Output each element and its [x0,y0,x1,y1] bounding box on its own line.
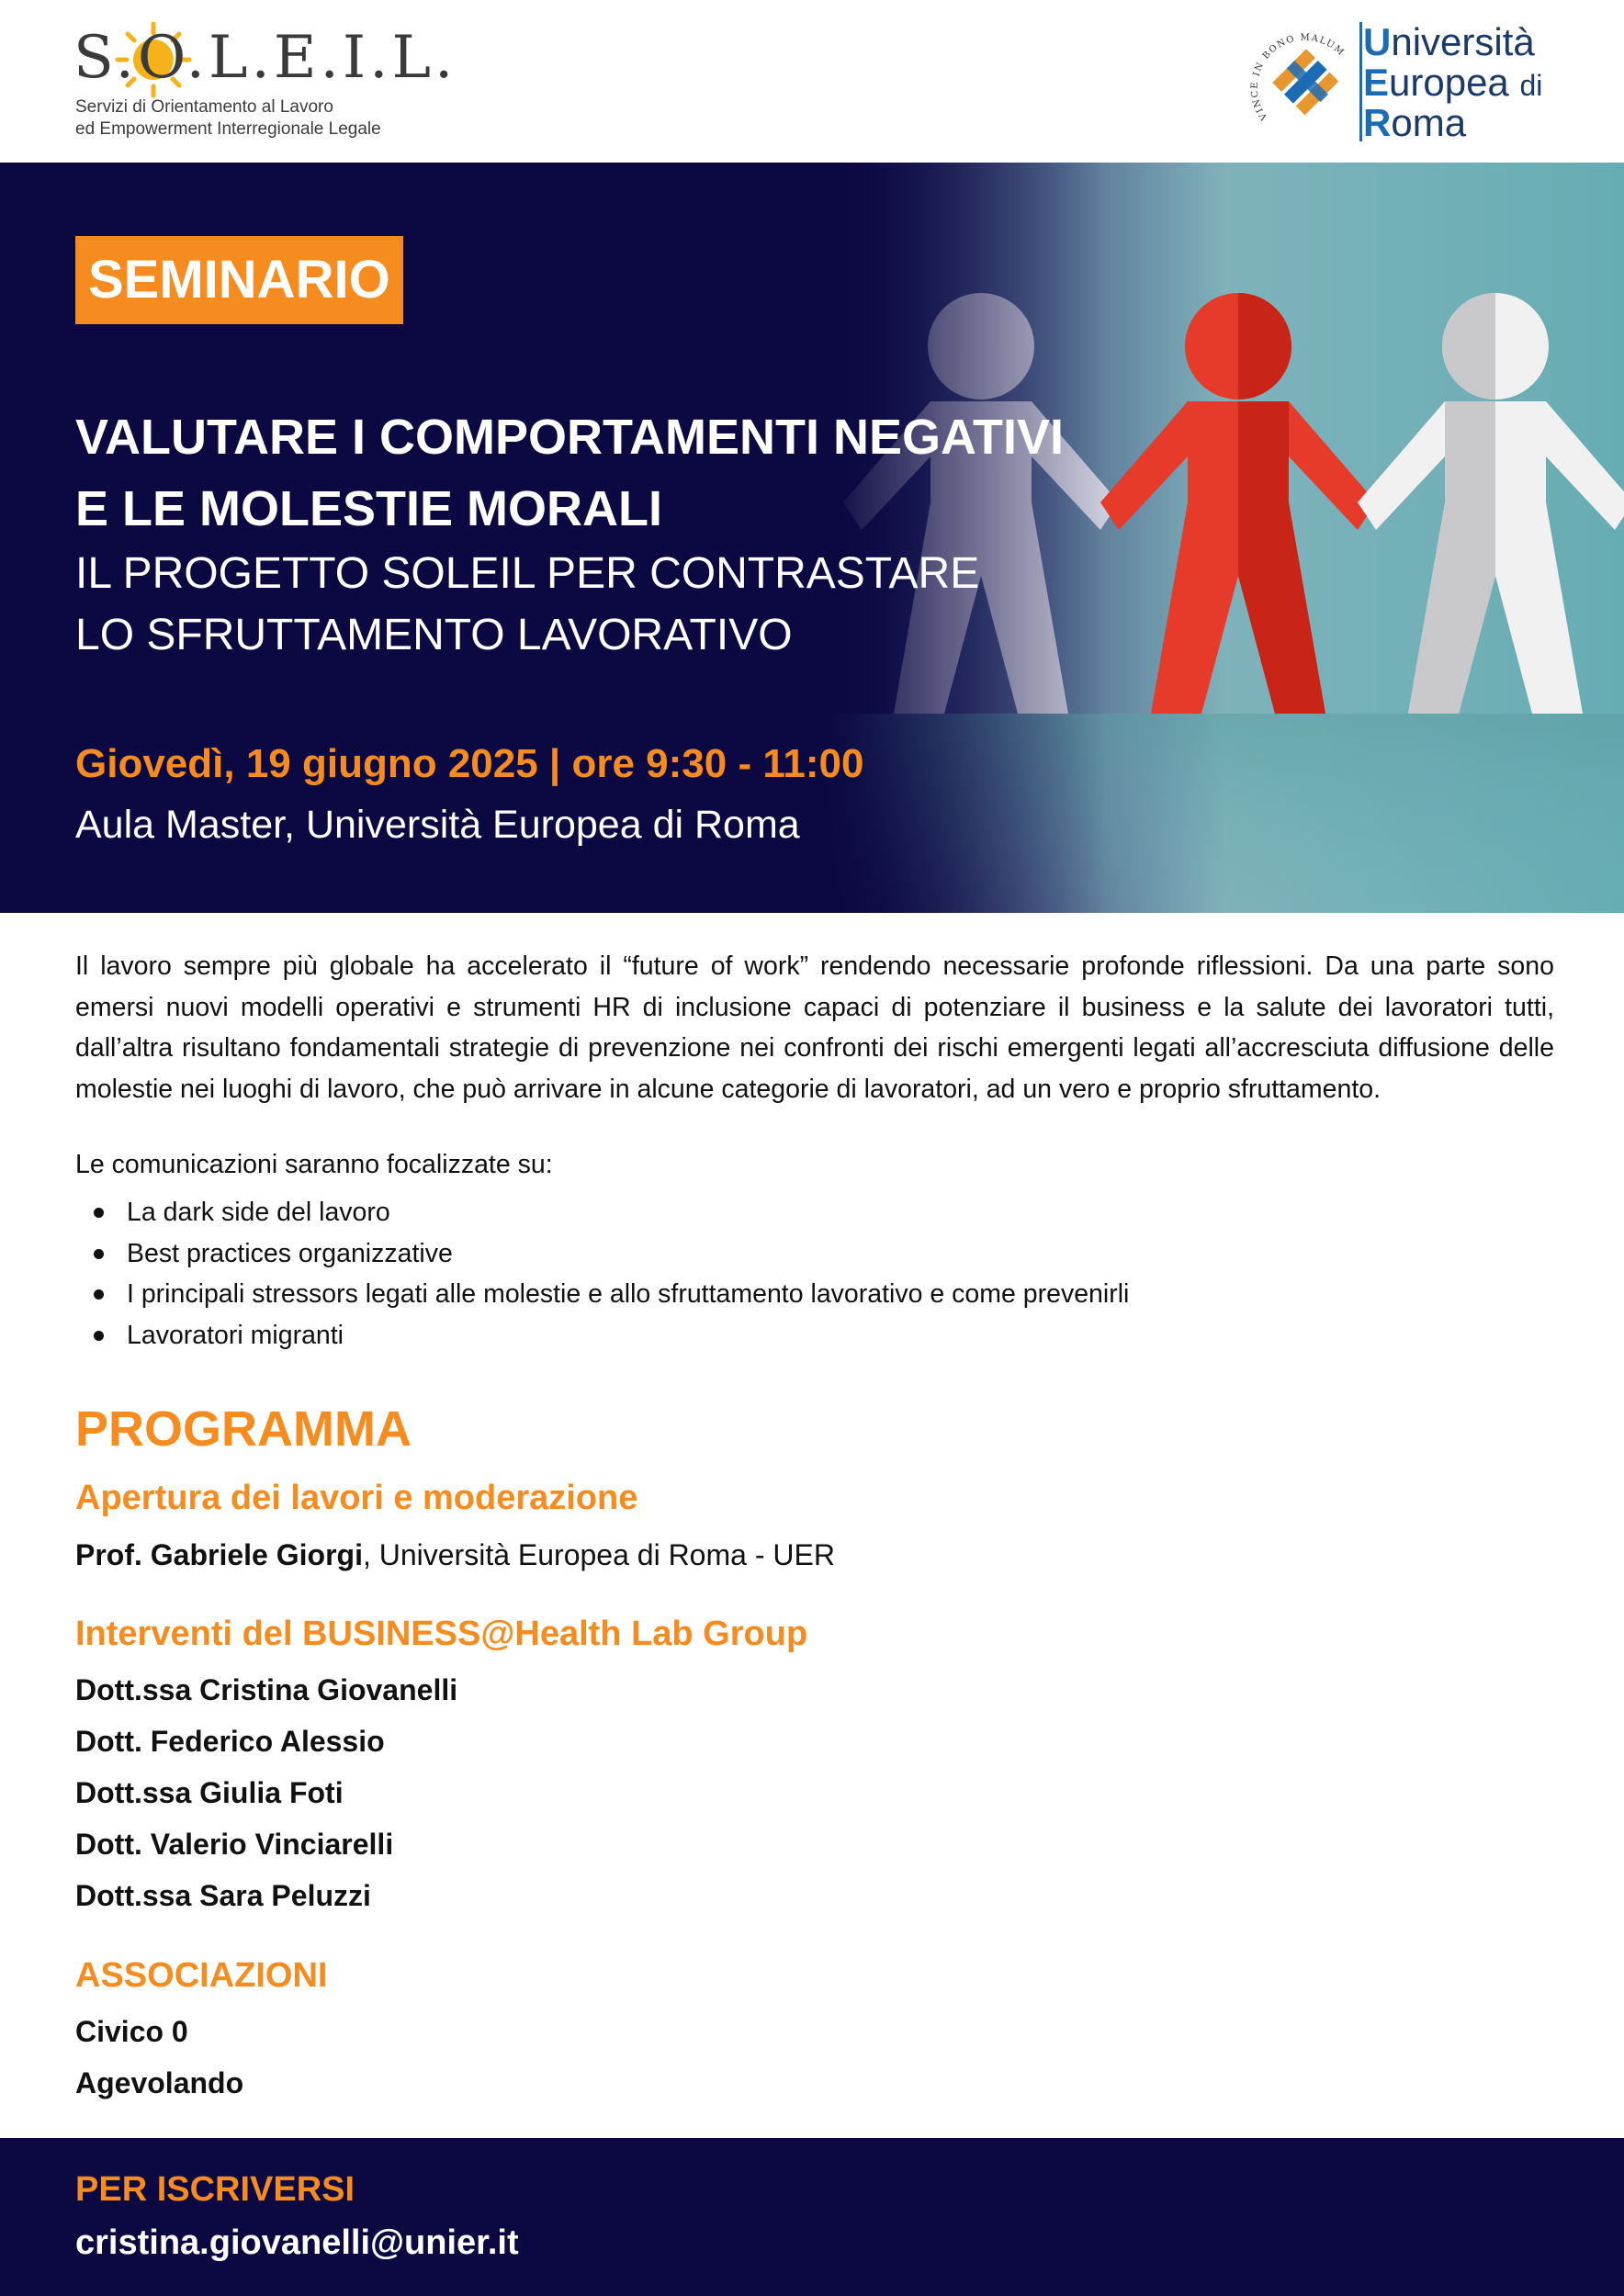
hero-subtitle-line2: LO SFRUTTAMENTO LAVORATIVO [75,611,793,659]
uer-motto: VINCE IN BONO MALUM [1249,32,1347,122]
programma-heading: PROGRAMMA [75,1401,412,1457]
speaker-name: Dott. Valerio Vinciarelli [75,1828,394,1861]
uer-line-3: Roma [1363,101,1467,144]
uer-logo [1249,17,1562,150]
hero-title-line1: VALUTARE I COMPORTAMENTI NEGATIVI [75,410,1064,465]
speaker-name: Dott.ssa Sara Peluzzi [75,1879,371,1912]
associations-heading: ASSOCIAZIONI [75,1956,328,1995]
uer-line-2: Europea di [1363,61,1543,104]
association-name: Agevolando [75,2066,244,2099]
lab-heading: Interventi del BUSINESS@Health Lab Group [75,1615,808,1653]
speaker-name: Dott.ssa Giulia Foti [75,1776,344,1809]
association-name: Civico 0 [75,2015,188,2048]
topics-lead: Le comunicazioni saranno focalizzate su: [75,1150,553,1179]
registration-email-link[interactable]: cristina.giovanelli@unier.it [75,2223,519,2262]
list-item: Lavoratori migranti [75,1315,1129,1356]
uer-emblem-icon [1249,17,1373,150]
hero-title-line2: E LE MOLESTIE MORALI [75,481,663,536]
seminar-badge: SEMINARIO [75,236,403,324]
hero-banner [0,163,1624,913]
speaker-name: Dott.ssa Cristina Giovanelli [75,1673,458,1706]
opening-speaker-name: Prof. Gabriele Giorgi [75,1538,363,1571]
event-venue: Aula Master, Università Europea di Roma [75,803,800,847]
paper-people-illustration [827,163,1624,913]
intro-paragraph: Il lavoro sempre più globale ha accelerato il “future of work” rendendo necessarie profonde riflessioni. Da una parte sono emersi nuovi modelli operativi e strumenti HR di inclusione capaci di potenziare il business e la salute dei lavoratori tutti, dall’altra risultano fondamentali strategie di prevenzione nei confronti dei rischi emergenti legati all’accresciuta diffusione delle molestie nei luoghi di lavoro, che può arrivare in alcune categorie di lavoratori, ad un vero e proprio sfruttamento. [75,951,1554,1104]
registration-label: PER ISCRIVERSI [75,2170,355,2209]
uer-line-1: Università [1363,20,1535,63]
topics-list [75,1192,1129,1356]
header [0,0,1624,163]
opening-speaker [75,1538,835,1572]
list-item: La dark side del lavoro [75,1192,1129,1233]
speaker-name: Dott. Federico Alessio [75,1725,385,1758]
uer-divider [1359,22,1362,141]
event-date: Giovedì, 19 giugno 2025 | ore 9:30 - 11:00 [75,741,864,786]
soleil-wordmark: S.O.L.E.I.L. [73,24,457,92]
soleil-logo [73,17,457,150]
soleil-subtitle-line1: Servizi di Orientamento al Lavoro [75,97,333,117]
list-item: I principali stressors legati alle molestie e allo sfruttamento lavorativo e come prevenirli [75,1274,1129,1315]
hero-subtitle-line1: IL PROGETTO SOLEIL PER CONTRASTARE [75,549,980,598]
footer [0,2138,1624,2296]
list-item: Best practices organizzative [75,1233,1129,1275]
opening-speaker-affiliation: , Università Europea di Roma - UER [362,1538,835,1571]
soleil-subtitle-line2: ed Empowerment Interregionale Legale [75,119,381,139]
opening-heading: Apertura dei lavori e moderazione [75,1479,638,1517]
